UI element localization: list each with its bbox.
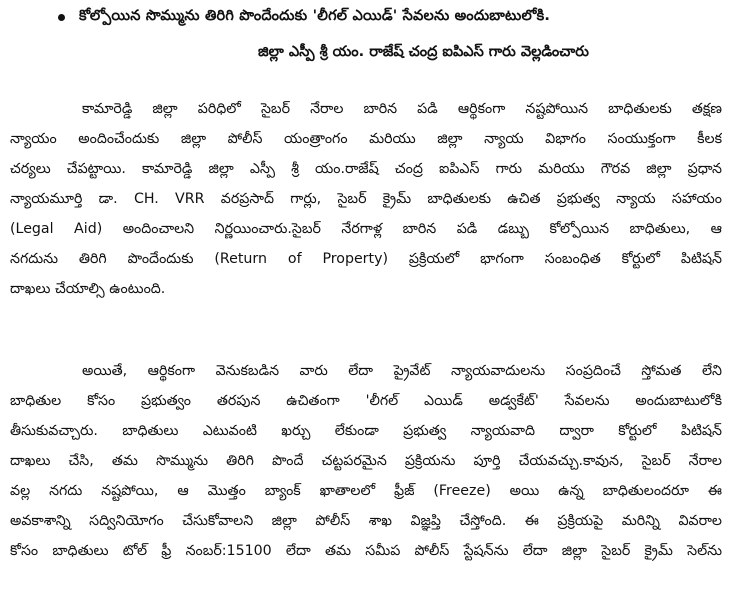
- paragraph-line: దాఖలు చేయాల్సి ఉంటుంది.: [10, 281, 166, 297]
- paragraph-line: అవకాశాన్ని సద్వినియోగం చేసుకోవాలని జిల్లా పోలీస్ శాఖ విజ్ఞప్తి చేస్తోంది. ఈ ప్రక్రియపై మరిన్ని వివరాల: [10, 513, 722, 529]
- paragraph-1: [10, 94, 722, 304]
- paragraph-line: న్యాయం అందించేందుకు జిల్లా పోలీస్ యంత్రాంగం మరియు జిల్లా న్యాయ విభాగం సంయుక్తంగా కీలక: [10, 131, 722, 147]
- paragraph-line: బాధితుల కోసం ప్రభుత్వం తరపున ఉచితంగా 'లీగల్ ఎయిడ్ అడ్వకేట్' సేవలను అందుబాటులోకి: [10, 393, 722, 409]
- paragraph-line: నగదును తిరిగి పొందేందుకు (Return of Property) ప్రక్రియలో భాగంగా సంబంధిత కోర్టులో పిటిషన్: [10, 251, 722, 267]
- paragraph-line: కోసం బాధితులు టోల్ ఫ్రీ నంబర్:15100 లేదా తమ సమీప పోలీస్ స్టేషన్‌ను లేదా జిల్లా సైబర్ క్రైమ్ సెల్‌ను: [10, 543, 722, 559]
- paragraph-line: కామారెడ్డి జిల్లా పరిధిలో సైబర్ నేరాల బారిన పడి ఆర్థికంగా నష్టపోయిన బాధితులకు తక్షణ: [82, 101, 722, 117]
- paragraph-line: వల్ల నగదు నష్టపోయి, ఆ మొత్తం బ్యాంక్ ఖాతాలలో ఫ్రీజ్ (Freeze) అయి ఉన్న బాధితులందరూ ఈ: [10, 483, 722, 499]
- paragraph-line: చర్యలు చేపట్టాయి. కామారెడ్డి జిల్లా ఎస్పీ శ్రీ యం.రాజేష్ చంద్ర ఐపిఎస్ గారు మరియు గౌరవ జిల్లా ప్రధాన: [10, 161, 722, 177]
- byline: జిల్లా ఎస్పీ శ్రీ యం. రాజేష్ చంద్ర ఐపిఎస్ గారు వెల్లడించారు: [258, 44, 589, 60]
- headline: కోల్పోయిన సొమ్మును తిరిగి పొందేందుకు 'లీగల్ ఎయిడ్' సేవలను అందుబాటులోకి.: [79, 8, 551, 24]
- bullet-icon: [58, 14, 65, 21]
- paragraph-2: [10, 356, 722, 566]
- paragraph-line: న్యాయమూర్తి డా. CH. VRR వరప్రసాద్ గార్లు, సైబర్ క్రైమ్ బాధితులకు ఉచిత ప్రభుత్వ న్యాయ సహాయం: [10, 191, 722, 207]
- paragraph-line: అయితే, ఆర్థికంగా వెనుకబడిన వారు లేదా ప్రైవేట్ న్యాయవాదులను సంప్రదించే స్తోమత లేని: [82, 363, 722, 379]
- paragraph-line: తీసుకువచ్చారు. బాధితులు ఎటువంటి ఖర్చు లేకుండా ప్రభుత్వ న్యాయవాది ద్వారా కోర్టులో పిటిషన్: [10, 423, 722, 439]
- paragraph-line: దాఖలు చేసి, తమ సొమ్మును తిరిగి పొందే చట్టపరమైన ప్రక్రియను పూర్తి చేయవచ్చు.కావున, సైబర్ నేరాల: [10, 453, 722, 469]
- paragraph-line: (Legal Aid) అందించాలని నిర్ణయించారు.సైబర్ నేరగాళ్ల బారిన పడి డబ్బు కోల్పోయిన బాధితులు, ఆ: [10, 221, 722, 237]
- headline-bullet-item: [58, 8, 550, 28]
